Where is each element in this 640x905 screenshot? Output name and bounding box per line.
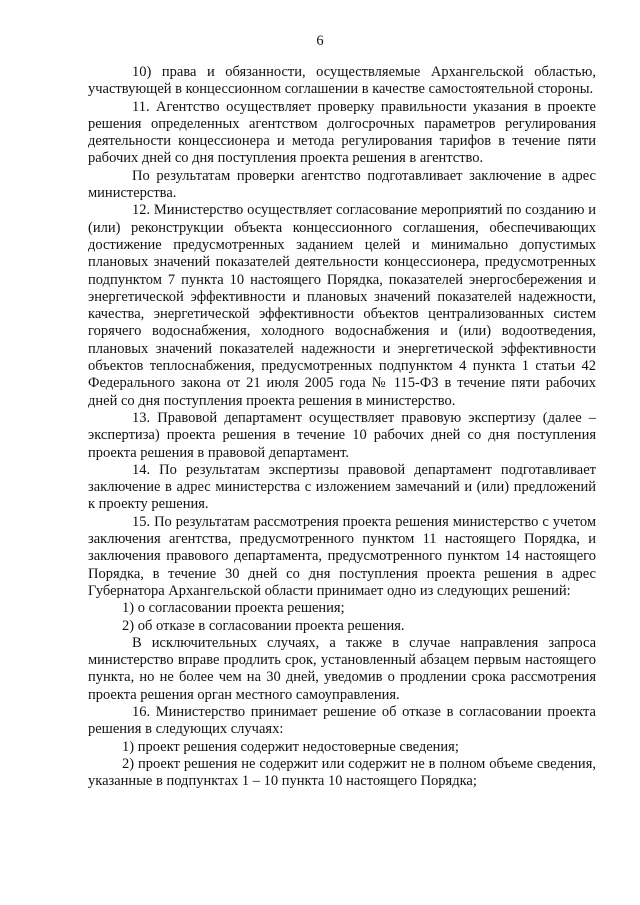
paragraph-13: 13. Правовой департамент осуществляет правовую экспертизу (далее – экспертиза) проекта решения в течение 10 рабочих дней со дня поступления проекта решения в правовой департамент. [88,409,596,461]
paragraph-16: 16. Министерство принимает решение об отказе в согласовании проекта решения в следующих случаях: [88,703,596,738]
paragraph-14: 14. По результатам экспертизы правовой департамент подготавливает заключение в адрес министерства с изложением замечаний и (или) предложений к проекту решения. [88,461,596,513]
paragraph-11: 11. Агентство осуществляет проверку правильности указания в проекте решения определенных агентством долгосрочных параметров регулирования деятельности концессионера и метода регулирования тарифов в течение пяти рабочих дней со дня поступления проекта решения в агентство. [88,98,596,167]
page-number: 6 [316,33,324,49]
paragraph-12: 12. Министерство осуществляет согласование мероприятий по созданию и (или) реконструкции объекта концессионного соглашения, обеспечивающих достижение предусмотренных заданием целей и минимально допустимых плановых значений показателей деятельности концессионера, предусмотренных подпунктом 7 пункта 10 настоящего Порядка, показателей энергосбережения и энергетической эффективности и плановых значений показателей надежности, качества, энергетической эффективности объектов централизованных систем горячего водоснабжения, холодного водоснабжения и (или) водоотведения, плановых значений показателей надежности и энергетической эффективности объектов теплоснабжения, предусмотренных подпунктом 4 пункта 1 статьи 42 Федерального закона от 21 июля 2005 года № 115-ФЗ в течение пяти рабочих дней со дня поступления проекта решения в министерство. [88,202,596,409]
list-item-15-2: 2) об отказе в согласовании проекта решения. [122,617,405,634]
paragraph-11-conclusion: По результатам проверки агентство подготавливает заключение в адрес министерства. [88,167,596,202]
paragraph-15: 15. По результатам рассмотрения проекта решения министерство с учетом заключения агентства, предусмотренного пунктом 11 настоящего Порядка, и заключения правового департамента, предусмотренного пунктом 14 настоящего Порядка, в течение 30 дней со дня поступления проекта решения в адрес Губернатора Архангельской области принимает одно из следующих решений: [88,513,596,599]
list-item-16-2: 2) проект решения не содержит или содержит не в полном объеме сведения, указанные в подпунктах 1 – 10 пункта 10 настоящего Порядка; [88,755,596,790]
paragraph-15-exception: В исключительных случаях, а также в случае направления запроса министерство вправе продлить срок, установленный абзацем первым настоящего пункта, но не более чем на 30 дней, уведомив о продлении срока рассмотрения проекта решения орган местного самоуправления. [88,634,596,703]
list-item-16-1: 1) проект решения содержит недостоверные сведения; [122,738,459,755]
paragraph-item-10: 10) права и обязанности, осуществляемые Архангельской областью, участвующей в концессионном соглашении в качестве самостоятельной стороны. [88,64,596,98]
document-body [88,64,596,790]
list-item-15-1: 1) о согласовании проекта решения; [122,600,345,617]
